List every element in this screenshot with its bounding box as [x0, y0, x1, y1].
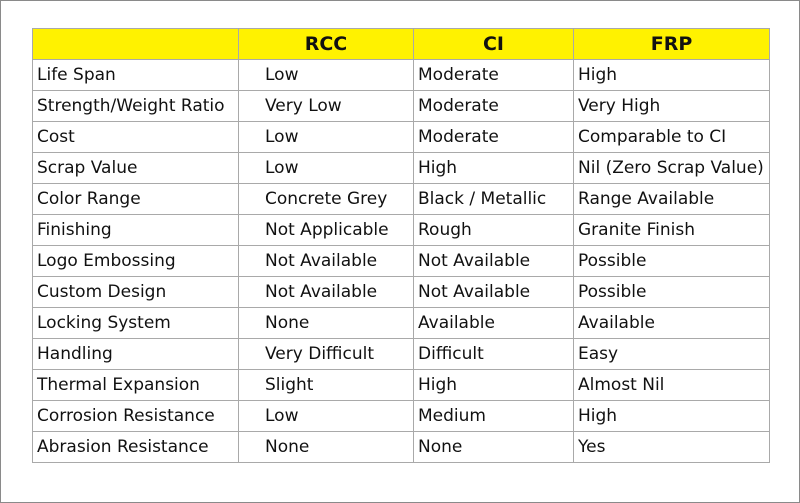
row-label: Logo Embossing — [33, 246, 239, 277]
rcc-cell: Low — [239, 122, 414, 153]
table-row — [33, 308, 770, 339]
rcc-cell: Very Low — [239, 91, 414, 122]
table-row — [33, 370, 770, 401]
rcc-cell: Slight — [239, 370, 414, 401]
ci-cell: Moderate — [414, 60, 574, 91]
ci-cell: Moderate — [414, 122, 574, 153]
rcc-cell: Low — [239, 153, 414, 184]
frp-cell: Easy — [574, 339, 770, 370]
header-cell-ci: CI — [414, 29, 574, 60]
rcc-cell: Not Available — [239, 277, 414, 308]
ci-cell: None — [414, 432, 574, 463]
frp-cell: Granite Finish — [574, 215, 770, 246]
ci-cell: Not Available — [414, 277, 574, 308]
rcc-cell: Low — [239, 60, 414, 91]
rcc-cell: None — [239, 432, 414, 463]
table-row — [33, 91, 770, 122]
ci-cell: Available — [414, 308, 574, 339]
row-label: Corrosion Resistance — [33, 401, 239, 432]
table-row — [33, 401, 770, 432]
frp-cell: Very High — [574, 91, 770, 122]
rcc-cell: None — [239, 308, 414, 339]
row-label: Thermal Expansion — [33, 370, 239, 401]
row-label: Finishing — [33, 215, 239, 246]
frp-cell: Comparable to CI — [574, 122, 770, 153]
rcc-cell: Concrete Grey — [239, 184, 414, 215]
row-label: Handling — [33, 339, 239, 370]
table-row — [33, 60, 770, 91]
table-row — [33, 277, 770, 308]
table-row — [33, 246, 770, 277]
frp-cell: High — [574, 401, 770, 432]
rcc-cell: Not Available — [239, 246, 414, 277]
ci-cell: High — [414, 370, 574, 401]
frp-cell: Possible — [574, 246, 770, 277]
header-row — [33, 29, 770, 60]
row-label: Scrap Value — [33, 153, 239, 184]
ci-cell: High — [414, 153, 574, 184]
table-row — [33, 432, 770, 463]
table-row — [33, 184, 770, 215]
ci-cell: Not Available — [414, 246, 574, 277]
frp-cell: Nil (Zero Scrap Value) — [574, 153, 770, 184]
ci-cell: Medium — [414, 401, 574, 432]
row-label: Abrasion Resistance — [33, 432, 239, 463]
row-label: Custom Design — [33, 277, 239, 308]
frp-cell: Yes — [574, 432, 770, 463]
rcc-cell: Not Applicable — [239, 215, 414, 246]
row-label: Color Range — [33, 184, 239, 215]
frp-cell: Range Available — [574, 184, 770, 215]
ci-cell: Difficult — [414, 339, 574, 370]
table-row — [33, 215, 770, 246]
frp-cell: Possible — [574, 277, 770, 308]
row-label: Locking System — [33, 308, 239, 339]
header-cell-property — [33, 29, 239, 60]
frp-cell: Almost Nil — [574, 370, 770, 401]
row-label: Strength/Weight Ratio — [33, 91, 239, 122]
frp-cell: Available — [574, 308, 770, 339]
header-cell-rcc: RCC — [239, 29, 414, 60]
comparison-table — [32, 28, 770, 463]
row-label: Cost — [33, 122, 239, 153]
row-label: Life Span — [33, 60, 239, 91]
ci-cell: Moderate — [414, 91, 574, 122]
rcc-cell: Very Difficult — [239, 339, 414, 370]
ci-cell: Rough — [414, 215, 574, 246]
ci-cell: Black / Metallic — [414, 184, 574, 215]
header-cell-frp: FRP — [574, 29, 770, 60]
table-row — [33, 122, 770, 153]
frp-cell: High — [574, 60, 770, 91]
table-row — [33, 153, 770, 184]
rcc-cell: Low — [239, 401, 414, 432]
table-row — [33, 339, 770, 370]
